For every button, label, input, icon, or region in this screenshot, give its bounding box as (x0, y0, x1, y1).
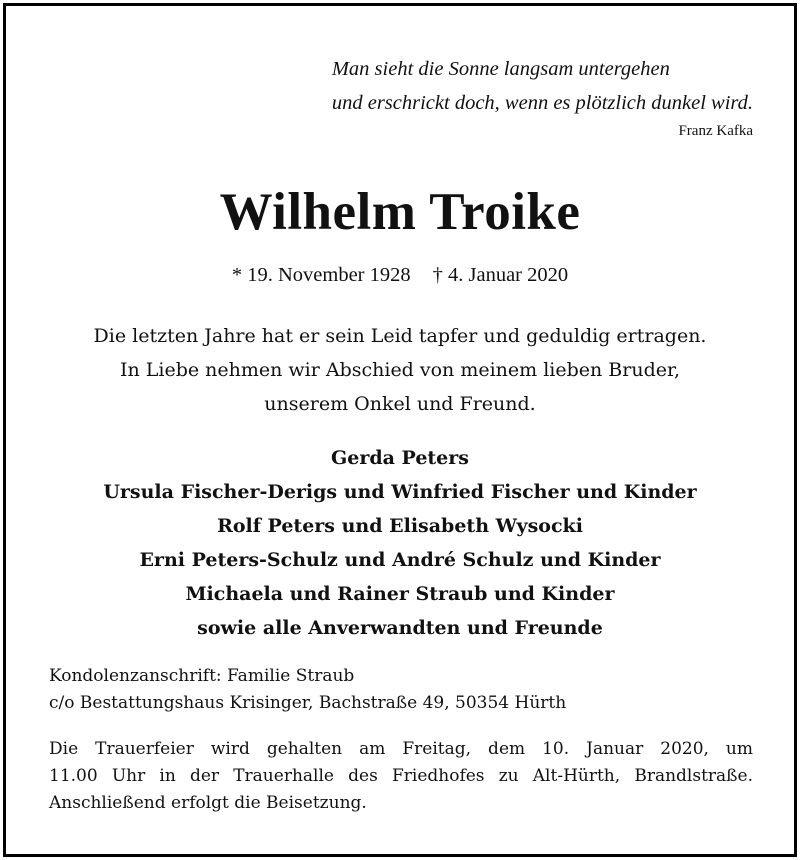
condolence-line: c/o Bestattungshaus Krisinger, Bachstraße 49, 50354 Hürth (49, 693, 567, 713)
life-dates (6, 264, 794, 287)
obituary-notice (3, 3, 797, 857)
death-date: † 4. Januar 2020 (432, 264, 569, 286)
mourner-line: Michaela und Rainer Straub und Kinder (185, 583, 615, 605)
mourner-line: Erni Peters-Schulz und André Schulz und Kinder (139, 549, 661, 571)
ceremony-line: Anschließend erfolgt die Beisetzung. (49, 793, 367, 813)
message-line: In Liebe nehmen wir Abschied von meinem lieben Bruder, (119, 359, 681, 381)
quote-author: Franz Kafka (678, 123, 753, 139)
mourner-line: Ursula Fischer-Derigs und Winfried Fischer und Kinder (103, 481, 697, 503)
quote-line: und erschrickt doch, wenn es plötzlich dunkel wird. (331, 92, 753, 114)
mourner-line: Rolf Peters und Elisabeth Wysocki (217, 515, 583, 537)
message-line: Die letzten Jahre hat er sein Leid tapfer und geduldig ertragen. (93, 325, 707, 347)
condolence-address (49, 663, 566, 717)
deceased-name: Wilhelm Troike (219, 183, 581, 241)
mourners-list (6, 441, 794, 645)
funeral-ceremony-info (49, 736, 753, 817)
condolence-line: Kondolenzanschrift: Familie Straub (49, 666, 355, 686)
mourner-line: Gerda Peters (331, 447, 469, 469)
message-line: unserem Onkel und Freund. (264, 393, 536, 415)
ceremony-line: 11.00 Uhr in der Trauerhalle des Friedhofes zu Alt-Hürth, Brandlstraße. (49, 766, 753, 786)
epigraph-quote (332, 52, 753, 120)
quote-line: Man sieht die Sonne langsam untergehen (331, 58, 670, 80)
ceremony-line: Die Trauerfeier wird gehalten am Freitag, dem 10. Januar 2020, um (49, 739, 753, 759)
mourner-line: sowie alle Anverwandten und Freunde (197, 617, 603, 639)
birth-date: * 19. November 1928 (231, 264, 411, 286)
farewell-message (6, 319, 794, 421)
